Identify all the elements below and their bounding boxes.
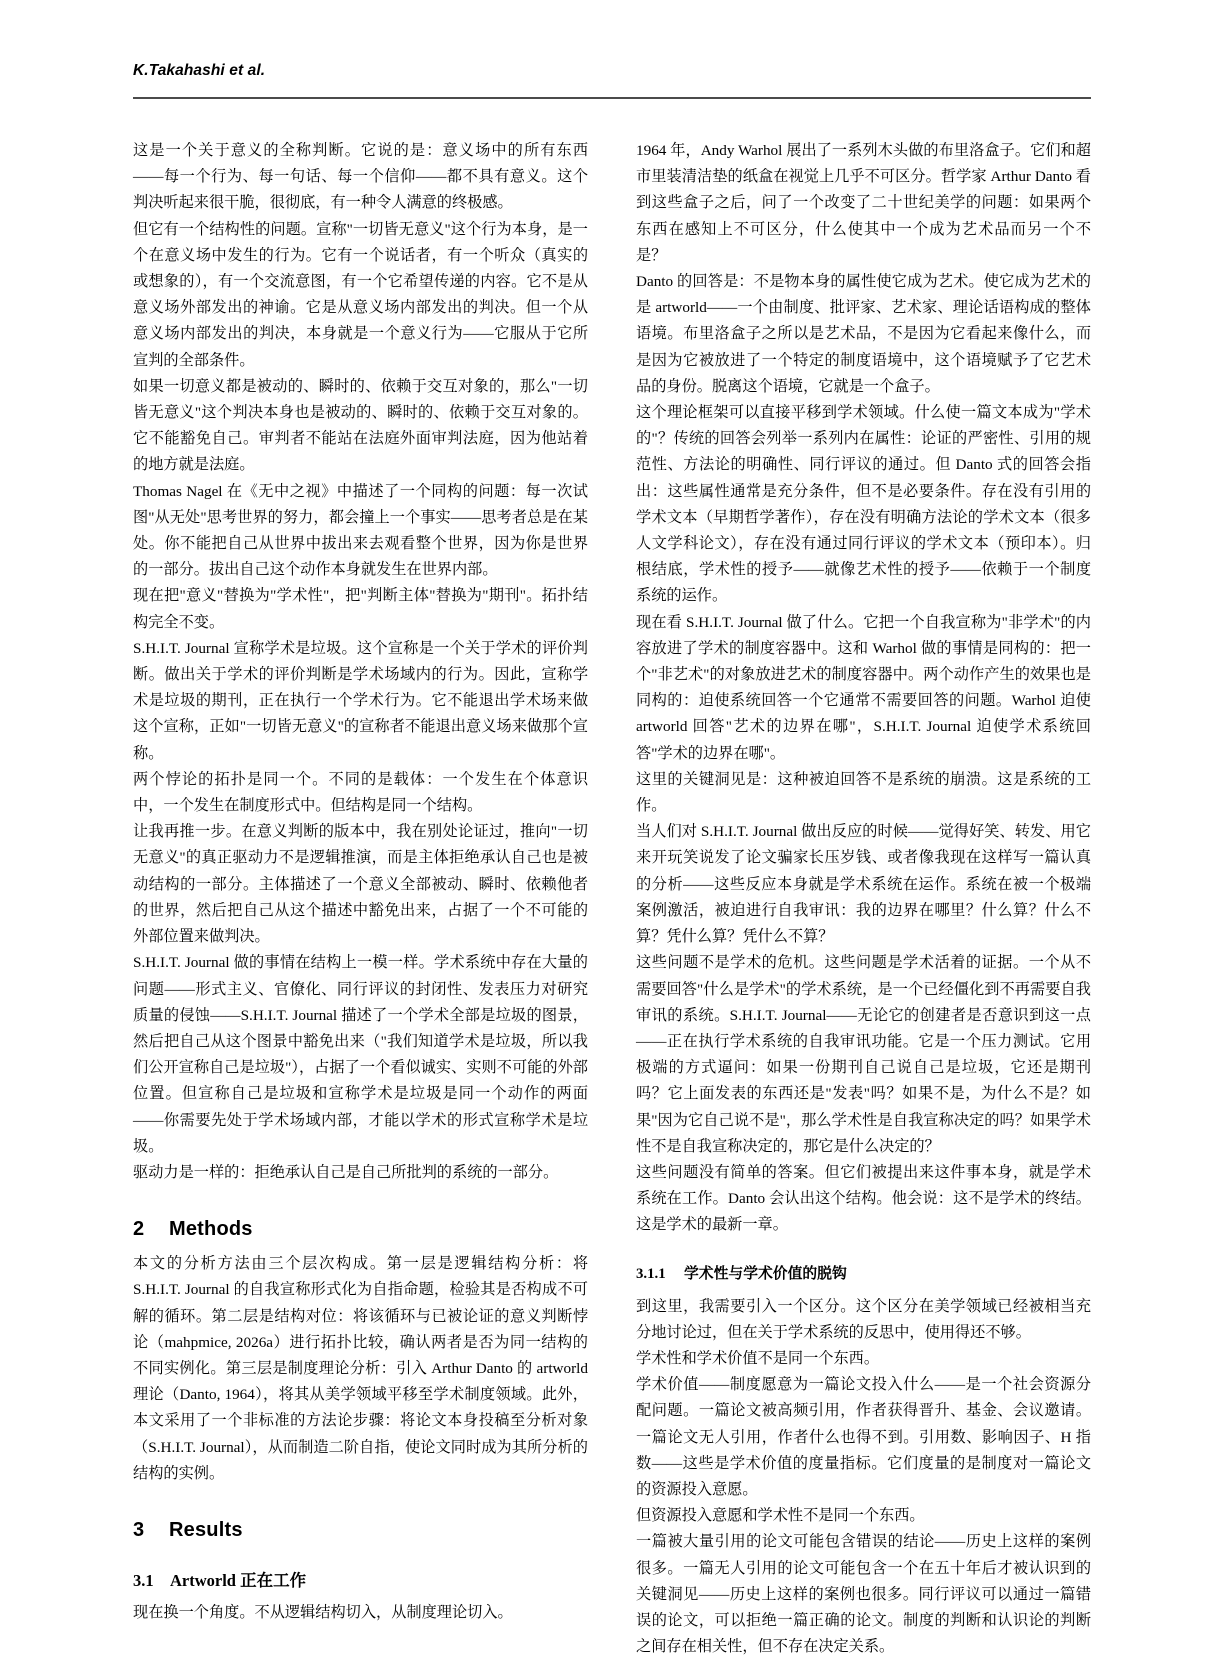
section-number: 2 — [133, 1218, 145, 1241]
running-head: K.Takahashi et al. — [133, 62, 266, 79]
subsubsection-title: 学术性与学术价值的脱钩 — [684, 1265, 847, 1282]
paragraph: 当人们对 S.H.I.T. Journal 做出反应的时候——觉得好笑、转发、用它来开玩笑说发了论文骗家长压岁钱、或者像我现在这样写一篇认真的分析——这些反应本身就是学术系统在运作。系统在被一个极端案例激活，被迫进行自我审讯：我的边界在哪里？什么算？什么不算？凭什么算？凭什么不算？ — [636, 823, 1091, 946]
paragraph: 学术性和学术价值不是同一个东西。 — [636, 1349, 879, 1367]
header-rule — [133, 97, 1091, 99]
subsubsection-heading-decoupling — [636, 1263, 1091, 1285]
paragraph: 现在换一个角度。不从逻辑结构切入，从制度理论切入。 — [133, 1603, 513, 1621]
paragraph: 一篇被大量引用的论文可能包含错误的结论——历史上这样的案例很多。一篇无人引用的论文可能包含一个在五十年后才被认识到的关键洞见——历史上这样的案例也很多。同行评议可以通过一篇错误的论文，可以拒绝一篇正确的论文。制度的判断和认识论的判断之间存在相关性，但不存在决定关系。 — [636, 1533, 1091, 1656]
section-title: Results — [169, 1518, 243, 1541]
paragraph: 如果一切意义都是被动的、瞬时的、依赖于交互对象的，那么"一切皆无意义"这个判决本身也是被动的、瞬时的、依赖于交互对象的。它不能豁免自己。审判者不能站在法庭外面审判法庭，因为他站着的地方就是法庭。 — [133, 377, 588, 474]
paragraph: 但它有一个结构性的问题。宣称"一切皆无意义"这个行为本身，是一个在意义场中发生的行为。它有一个说话者，有一个听众（真实的或想象的），有一个交流意图，有一个它希望传递的内容。它不是从意义场外部发出的神谕。它是从意义场内部发出的判决。但一个从意义场内部发出的判决，本身就是一个意义行为——它服从于它所宣判的全部条件。 — [133, 220, 588, 369]
spacer — [133, 1186, 588, 1216]
paragraph: Danto 的回答是：不是物本身的属性使它成为艺术。使它成为艺术的是 artworld——一个由制度、批评家、艺术家、理论话语构成的整体语境。布里洛盒子之所以是艺术品，不是因为它看起来像什么，而是因为它被放进了一个特定的制度语境中，这个语境赋予了它艺术品的身份。脱离这个语境，它就是一个盒子。 — [636, 273, 1091, 395]
spacer — [636, 1285, 1091, 1294]
two-column-body — [133, 138, 1091, 1656]
section-number: 3 — [133, 1518, 145, 1541]
spacer — [133, 1487, 588, 1517]
paragraph: 这里的关键洞见是：这种被迫回答不是系统的崩溃。这是系统的工作。 — [636, 770, 1091, 815]
left-column — [133, 138, 588, 1621]
section-heading-methods — [133, 1216, 588, 1242]
section-title: Methods — [169, 1218, 253, 1241]
subsection-heading-artworld — [133, 1569, 588, 1593]
subsection-number: 3.1 — [133, 1570, 154, 1590]
paragraph: 学术价值——制度愿意为一篇论文投入什么——是一个社会资源分配问题。一篇论文被高频引用，作者获得晋升、基金、会议邀请。一篇论文无人引用，作者什么也得不到。引用数、影响因子、H 指数——这些是学术价值的度量指标。它们度量的是制度对一篇论文的资源投入意愿。 — [636, 1376, 1091, 1498]
spacer — [133, 1242, 588, 1251]
paragraph: Thomas Nagel 在《无中之视》中描述了一个同构的问题：每一次试图"从无处"思考世界的努力，都会撞上一个事实——思考者总是在某处。你不能把自己从世界中拔出来去观看整个世界，因为你是世界的一部分。拔出自己这个动作本身就发生在世界内部。 — [133, 482, 588, 579]
paragraph: 本文的分析方法由三个层次构成。第一层是逻辑结构分析：将 S.H.I.T. Journal 的自我宣称形式化为自指命题，检验其是否构成不可解的循环。第二层是结构对位：将该循环与已被论证的意义判断悖论（mahpmice, 2026a）进行拓扑比较，确认两者是否为同一结构的不同实例化。第三层是制度理论分析：引入 Arthur Danto 的 artworld 理论（Danto, 1964），将其从美学领域平移至学术制度领域。此外，本文采用了一个非标准的方法论步骤：将论文本身投稿至分析对象（S.H.I.T. Journal），从而制造二阶自指，使论文同时成为其所分析的结构的实例。 — [133, 1255, 588, 1482]
right-column — [636, 138, 1091, 1656]
paragraph: 到这里，我需要引入一个区分。这个区分在美学领域已经被相当充分地讨论过，但在关于学术系统的反思中，使用得还不够。 — [636, 1297, 1091, 1341]
paragraph: 这是一个关于意义的全称判断。它说的是：意义场中的所有东西——每一个行为、每一句话、每一个信仰——都不具有意义。这个判决听起来很干脆，很彻底，有一种令人满意的终极感。 — [133, 142, 588, 212]
paragraph: S.H.I.T. Journal 做的事情在结构上一模一样。学术系统中存在大量的问题——形式主义、官僚化、同行评议的封闭性、发表压力对研究质量的侵蚀——S.H.I.T. Journal 描述了一个学术全部是垃圾的图景，然后把自己从这个图景中豁免出来（"我们知道学术是垃圾，所以我们公开宣称自己是垃圾"），占据了一个看似诚实、实则不可能的外部位置。但宣称自己是垃圾和宣称学术是垃圾是同一个动作的两面——你需要先处于学术场域内部，才能以学术的形式宣称学术是垃圾。 — [133, 954, 588, 1155]
paragraph: 这些问题不是学术的危机。这些问题是学术活着的证据。一个从不需要回答"什么是学术"的学术系统，是一个已经僵化到不再需要自我审讯的系统。S.H.I.T. Journal——无论它的创建者是否意识到这一点——正在执行学术系统的自我审讯功能。它是一个压力测试。它用极端的方式逼问：如果一份期刊自己说自己是垃圾，它还是期刊吗？它上面发表的东西还是"发表"吗？如果不是，为什么不是？如果"因为它自己说不是"，那么学术性是自我宣称决定的吗？如果学术性不是自我宣称决定的，那它是什么决定的？ — [636, 954, 1091, 1155]
paragraph: 让我再推一步。在意义判断的版本中，我在别处论证过，推向"一切无意义"的真正驱动力不是逻辑推演，而是主体拒绝承认自己也是被动结构的一部分。主体描述了一个意义全部被动、瞬时、依赖他者的世界，然后把自己从这个描述中豁免出来，占据了一个不可能的外部位置来做判决。 — [133, 823, 588, 946]
paragraph: 驱动力是一样的：拒绝承认自己是自己所批判的系统的一部分。 — [133, 1163, 559, 1181]
paragraph: 但资源投入意愿和学术性不是同一个东西。 — [636, 1507, 925, 1525]
paragraph: 这个理论框架可以直接平移到学术领域。什么使一篇文本成为"学术的"？传统的回答会列举一系列内在属性：论证的严密性、引用的规范性、方法论的明确性、同行评议的通过。但 Danto 式的回答会指出：这些属性通常是充分条件，但不是必要条件。存在没有引用的学术文本（早期哲学著作），存在没有明确方法论的学术文本（很多人文学科论文），存在没有通过同行评议的学术文本（预印本）。归根结底，学术性的授予——就像艺术性的授予——依赖于一个制度系统的运作。 — [636, 404, 1091, 605]
section-heading-results — [133, 1517, 588, 1543]
spacer — [133, 1543, 588, 1569]
paragraph: S.H.I.T. Journal 宣称学术是垃圾。这个宣称是一个关于学术的评价判断。做出关于学术的评价判断是学术场域内的行为。因此，宣称学术是垃圾的期刊，正在执行一个学术行为。它不能退出学术场来做这个宣称，正如"一切皆无意义"的宣称者不能退出意义场来做那个宣称。 — [133, 639, 588, 762]
subsubsection-number: 3.1.1 — [636, 1265, 666, 1282]
paragraph: 这些问题没有简单的答案。但它们被提出来这件事本身，就是学术系统在工作。Danto 会认出这个结构。他会说：这不是学术的终结。这是学术的最新一章。 — [636, 1163, 1091, 1234]
spacer — [636, 1239, 1091, 1263]
paragraph: 现在看 S.H.I.T. Journal 做了什么。它把一个自我宣称为"非学术"的内容放进了学术的制度容器中。这和 Warhol 做的事情是同构的：把一个"非艺术"的对象放进艺术的制度容器中。两个动作产生的效果也是同构的：迫使系统回答一个它通常不需要回答的问题。Warhol 迫使 artworld 回答"艺术的边界在哪"，S.H.I.T. Journal 迫使学术系统回答"学术的边界在哪"。 — [636, 613, 1091, 762]
spacer — [133, 1593, 588, 1600]
subsection-title: Artworld 正在工作 — [170, 1570, 307, 1590]
paragraph: 1964 年，Andy Warhol 展出了一系列木头做的布里洛盒子。它们和超市里装清洁垫的纸盒在视觉上几乎不可区分。哲学家 Arthur Danto 看到这些盒子之后，问了一个改变了二十世纪美学的问题：如果两个东西在感知上不可区分，什么使其中一个成为艺术品而另一个不是？ — [636, 142, 1091, 264]
paragraph: 两个悖论的拓扑是同一个。不同的是载体：一个发生在个体意识中，一个发生在制度形式中。但结构是同一个结构。 — [133, 770, 588, 815]
paragraph: 现在把"意义"替换为"学术性"，把"判断主体"替换为"期刊"。拓扑结构完全不变。 — [133, 587, 588, 631]
